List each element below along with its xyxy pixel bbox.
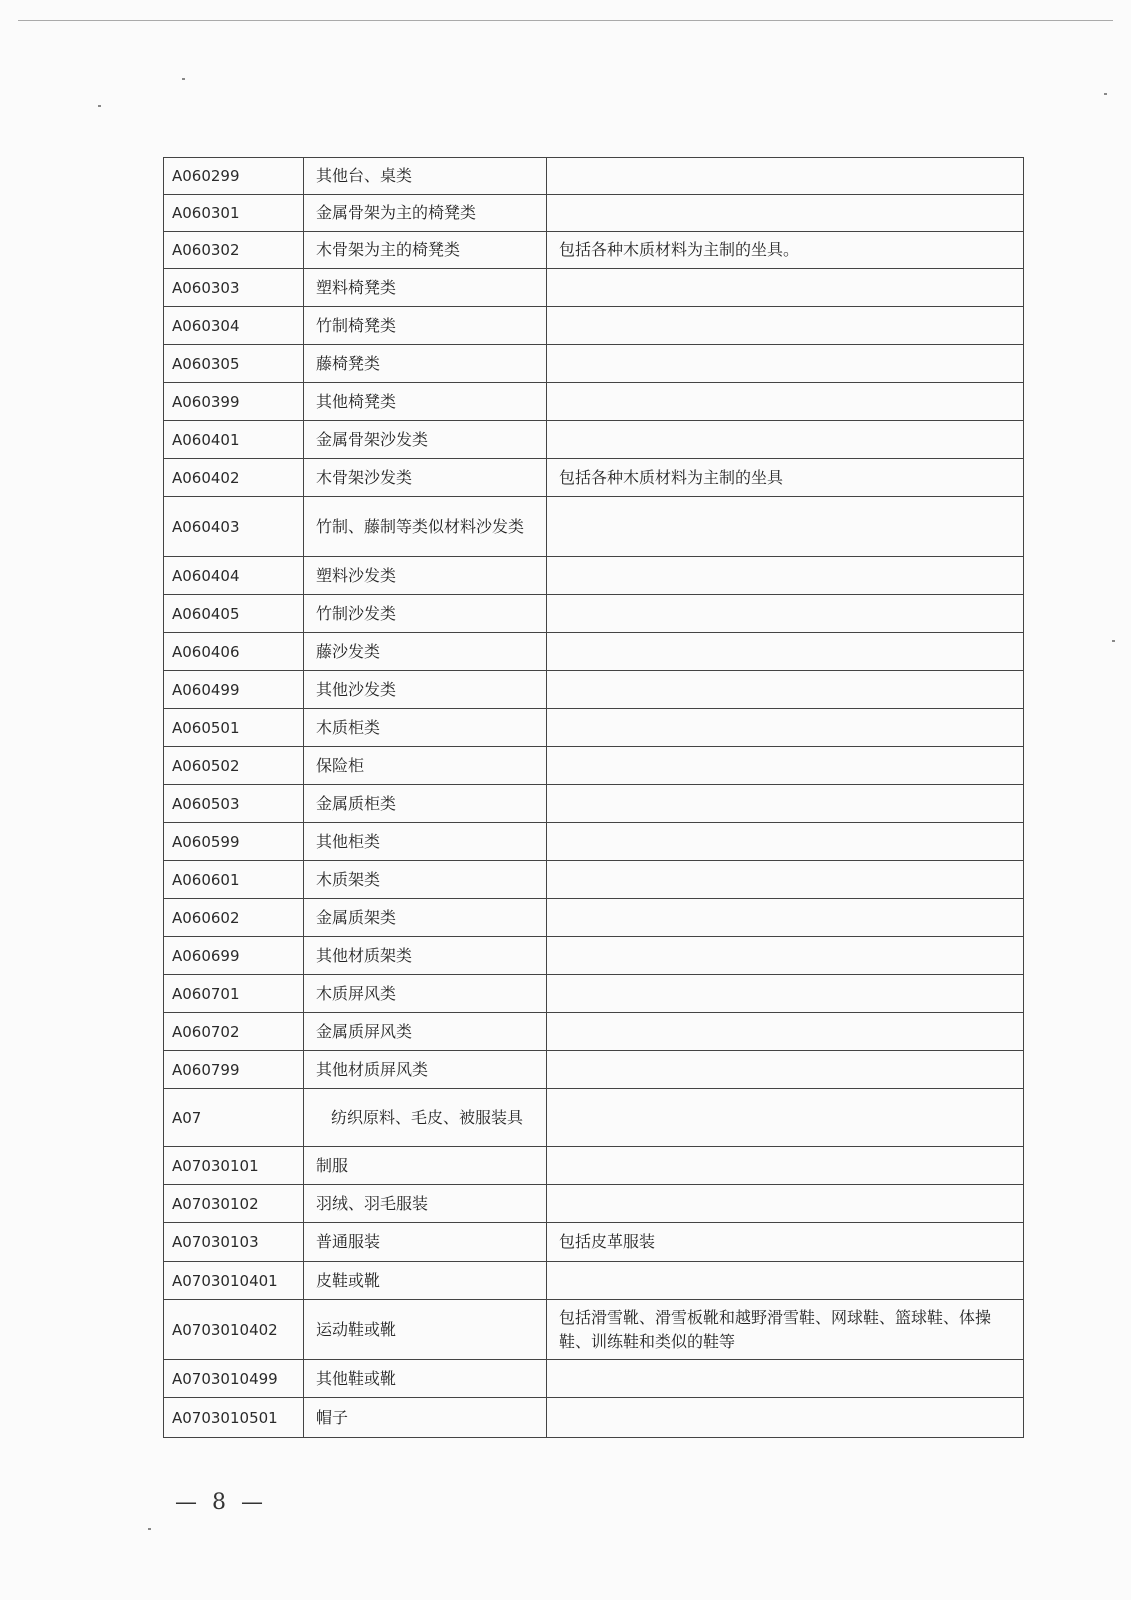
item-code: A060404 <box>164 557 304 595</box>
table-row <box>164 421 1024 459</box>
table-row <box>164 633 1024 671</box>
item-name: 木质柜类 <box>304 709 547 747</box>
scan-speck <box>1112 640 1115 642</box>
item-note: 包括皮革服装 <box>547 1223 1024 1262</box>
item-note <box>547 709 1024 747</box>
item-name: 纺织原料、毛皮、被服装具 <box>304 1089 547 1147</box>
table-row <box>164 345 1024 383</box>
item-note <box>547 195 1024 232</box>
item-code: A060302 <box>164 232 304 269</box>
item-code: A060402 <box>164 459 304 497</box>
item-code: A060602 <box>164 899 304 937</box>
item-note <box>547 1089 1024 1147</box>
item-note <box>547 1185 1024 1223</box>
item-note: 包括各种木质材料为主制的坐具 <box>547 459 1024 497</box>
table-row <box>164 1398 1024 1438</box>
item-name: 竹制、藤制等类似材料沙发类 <box>304 497 547 557</box>
item-code: A0703010402 <box>164 1300 304 1360</box>
table-row <box>164 1013 1024 1051</box>
item-name: 其他柜类 <box>304 823 547 861</box>
item-note <box>547 747 1024 785</box>
item-code: A060304 <box>164 307 304 345</box>
item-name: 竹制椅凳类 <box>304 307 547 345</box>
item-note <box>547 307 1024 345</box>
item-note <box>547 785 1024 823</box>
item-code: A060303 <box>164 269 304 307</box>
item-note <box>547 975 1024 1013</box>
table-row <box>164 1089 1024 1147</box>
item-name: 制服 <box>304 1147 547 1185</box>
item-name: 普通服装 <box>304 1223 547 1262</box>
item-name: 皮鞋或靴 <box>304 1262 547 1300</box>
scan-speck <box>98 105 101 107</box>
scan-speck <box>1104 93 1107 95</box>
catalog-table <box>163 157 1024 1438</box>
item-note <box>547 899 1024 937</box>
table-row <box>164 1147 1024 1185</box>
item-code: A07 <box>164 1089 304 1147</box>
table-row <box>164 1360 1024 1398</box>
table-row <box>164 269 1024 307</box>
item-name: 木质架类 <box>304 861 547 899</box>
table-row <box>164 937 1024 975</box>
item-note <box>547 1013 1024 1051</box>
item-name: 保险柜 <box>304 747 547 785</box>
item-name: 其他材质屏风类 <box>304 1051 547 1089</box>
item-code: A060699 <box>164 937 304 975</box>
item-name: 藤沙发类 <box>304 633 547 671</box>
item-code: A07030101 <box>164 1147 304 1185</box>
item-name: 其他鞋或靴 <box>304 1360 547 1398</box>
scan-speck <box>148 1528 151 1530</box>
table-row <box>164 158 1024 195</box>
item-name: 塑料椅凳类 <box>304 269 547 307</box>
item-name: 其他沙发类 <box>304 671 547 709</box>
item-code: A060403 <box>164 497 304 557</box>
item-note <box>547 497 1024 557</box>
table-row <box>164 861 1024 899</box>
table-row <box>164 975 1024 1013</box>
item-name: 其他材质架类 <box>304 937 547 975</box>
item-code: A060501 <box>164 709 304 747</box>
table-row <box>164 709 1024 747</box>
page-number: — 8 — <box>175 1490 267 1515</box>
item-name: 金属质屏风类 <box>304 1013 547 1051</box>
item-note <box>547 383 1024 421</box>
item-code: A060601 <box>164 861 304 899</box>
item-note: 包括滑雪靴、滑雪板靴和越野滑雪鞋、网球鞋、篮球鞋、体操鞋、训练鞋和类似的鞋等 <box>547 1300 1024 1360</box>
item-note <box>547 671 1024 709</box>
table-row <box>164 785 1024 823</box>
item-name: 藤椅凳类 <box>304 345 547 383</box>
table-row <box>164 1262 1024 1300</box>
table-row <box>164 557 1024 595</box>
item-name: 金属质柜类 <box>304 785 547 823</box>
item-name: 金属骨架沙发类 <box>304 421 547 459</box>
item-code: A07030102 <box>164 1185 304 1223</box>
item-code: A060799 <box>164 1051 304 1089</box>
item-code: A060701 <box>164 975 304 1013</box>
table-row <box>164 1051 1024 1089</box>
item-code: A060301 <box>164 195 304 232</box>
item-code: A060406 <box>164 633 304 671</box>
item-code: A060502 <box>164 747 304 785</box>
item-note <box>547 937 1024 975</box>
item-code: A060299 <box>164 158 304 195</box>
item-name: 羽绒、羽毛服装 <box>304 1185 547 1223</box>
item-note <box>547 633 1024 671</box>
table-row <box>164 595 1024 633</box>
table-row <box>164 1223 1024 1262</box>
item-code: A060399 <box>164 383 304 421</box>
item-note <box>547 1051 1024 1089</box>
item-note <box>547 421 1024 459</box>
table-row <box>164 823 1024 861</box>
item-note <box>547 861 1024 899</box>
item-code: A060499 <box>164 671 304 709</box>
table-row <box>164 383 1024 421</box>
item-code: A0703010499 <box>164 1360 304 1398</box>
item-code: A060599 <box>164 823 304 861</box>
table-row <box>164 459 1024 497</box>
table-row <box>164 232 1024 269</box>
table-row <box>164 195 1024 232</box>
item-code: A060401 <box>164 421 304 459</box>
item-note <box>547 1360 1024 1398</box>
item-name: 塑料沙发类 <box>304 557 547 595</box>
table-row <box>164 899 1024 937</box>
item-code: A07030103 <box>164 1223 304 1262</box>
item-note <box>547 557 1024 595</box>
item-name: 帽子 <box>304 1398 547 1438</box>
item-note <box>547 595 1024 633</box>
item-name: 木骨架沙发类 <box>304 459 547 497</box>
scan-speck <box>182 78 185 80</box>
table-row <box>164 497 1024 557</box>
item-code: A060405 <box>164 595 304 633</box>
table-row <box>164 1300 1024 1360</box>
item-note: 包括各种木质材料为主制的坐具。 <box>547 232 1024 269</box>
item-note <box>547 1398 1024 1438</box>
item-note <box>547 158 1024 195</box>
item-note <box>547 1262 1024 1300</box>
scan-top-edge <box>18 20 1113 21</box>
item-note <box>547 269 1024 307</box>
item-note <box>547 1147 1024 1185</box>
item-name: 金属质架类 <box>304 899 547 937</box>
item-name: 木质屏风类 <box>304 975 547 1013</box>
item-code: A060702 <box>164 1013 304 1051</box>
table-row <box>164 747 1024 785</box>
item-code: A0703010401 <box>164 1262 304 1300</box>
item-note <box>547 345 1024 383</box>
item-name: 其他台、桌类 <box>304 158 547 195</box>
item-name: 其他椅凳类 <box>304 383 547 421</box>
table-row <box>164 307 1024 345</box>
table-row <box>164 1185 1024 1223</box>
item-code: A060503 <box>164 785 304 823</box>
item-note <box>547 823 1024 861</box>
item-code: A0703010501 <box>164 1398 304 1438</box>
item-name: 运动鞋或靴 <box>304 1300 547 1360</box>
table-row <box>164 671 1024 709</box>
item-code: A060305 <box>164 345 304 383</box>
item-name: 木骨架为主的椅凳类 <box>304 232 547 269</box>
item-name: 竹制沙发类 <box>304 595 547 633</box>
item-name: 金属骨架为主的椅凳类 <box>304 195 547 232</box>
